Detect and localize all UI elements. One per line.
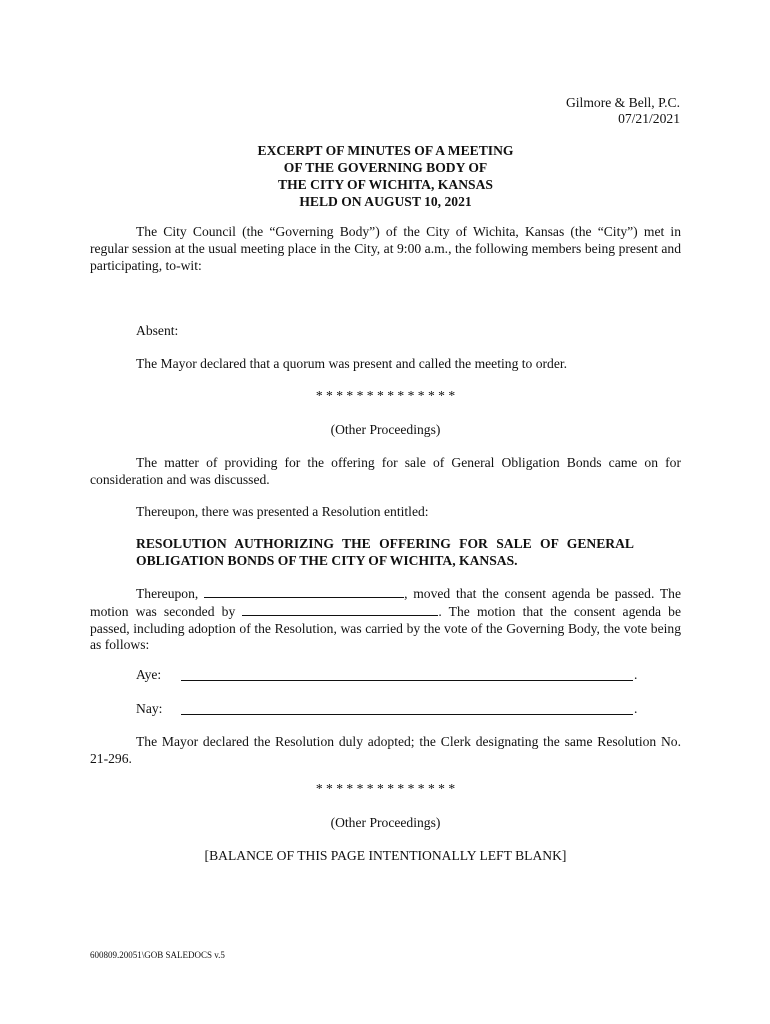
firm-name: Gilmore & Bell, P.C. <box>565 95 680 110</box>
title-line-3: THE CITY OF WICHITA, KANSAS <box>278 177 493 192</box>
presented-paragraph: Thereupon, there was presented a Resolution entitled: <box>136 504 429 519</box>
nay-period: . <box>634 701 638 716</box>
section-separator: * * * * * * * * * * * * * * <box>315 388 456 403</box>
mover-blank <box>204 585 404 598</box>
resolution-title: RESOLUTION AUTHORIZING THE OFFERING FOR SALE OF GENERAL OBLIGATION BONDS OF THE CITY OF WICHITA, KANSAS. <box>136 536 634 568</box>
section-separator-2: * * * * * * * * * * * * * * <box>315 781 456 796</box>
motion-text-b: , moved that the consent agenda be passed. The motion was seconded by <box>90 586 681 619</box>
title-line-4: HELD ON AUGUST 10, 2021 <box>299 194 472 209</box>
other-proceedings-1: (Other Proceedings) <box>330 422 441 437</box>
aye-line <box>181 680 633 681</box>
document-date: 07/21/2021 <box>618 111 680 126</box>
matter-paragraph: The matter of providing for the offering for sale of General Obligation Bonds came on for consideration and was discussed. <box>90 455 681 487</box>
aye-label: Aye: <box>136 667 162 682</box>
title-line-2: OF THE GOVERNING BODY OF <box>283 160 488 175</box>
quorum-paragraph: The Mayor declared that a quorum was present and called the meeting to order. <box>136 356 568 371</box>
blank-page-notice: [BALANCE OF THIS PAGE INTENTIONALLY LEFT BLANK] <box>204 848 567 863</box>
title-line-1: EXCERPT OF MINUTES OF A MEETING <box>257 143 514 158</box>
intro-paragraph: The City Council (the “Governing Body”) of the City of Wichita, Kansas (the “City”) met in regular session at the usual meeting place in the City, at 9:00 a.m., the following members being present and participating, to-wit: <box>90 224 681 273</box>
motion-text-c: . The motion that the consent agenda be passed, including adoption of the Resolution, was carried by the vote of the Governing Body, the vote being as follows: <box>90 603 681 653</box>
seconder-blank <box>242 603 438 616</box>
nay-line <box>181 714 633 715</box>
aye-period: . <box>634 667 638 682</box>
absent-label: Absent: <box>136 323 179 338</box>
adopted-paragraph: The Mayor declared the Resolution duly adopted; the Clerk designating the same Resolution No. 21-296. <box>90 734 681 766</box>
motion-paragraph <box>90 585 681 654</box>
nay-label: Nay: <box>136 701 163 716</box>
document-id-footer: 600809.20051\GOB SALEDOCS v.5 <box>90 950 225 960</box>
other-proceedings-2: (Other Proceedings) <box>330 815 441 830</box>
motion-text-a: Thereupon, <box>136 586 199 601</box>
